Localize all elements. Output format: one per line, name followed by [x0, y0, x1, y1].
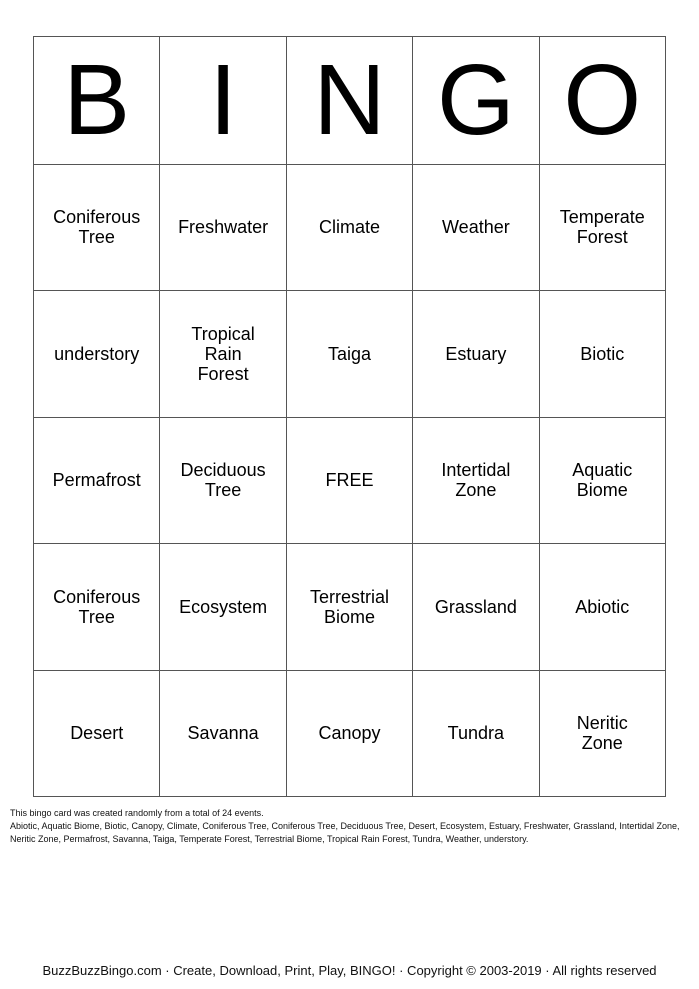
bingo-cell: Taiga	[286, 291, 412, 418]
bingo-cell: Grassland	[413, 544, 539, 671]
bingo-row	[34, 164, 666, 291]
header-row	[34, 37, 666, 165]
bingo-cell: Deciduous Tree	[160, 417, 286, 544]
bingo-cell: Ecosystem	[160, 544, 286, 671]
site-footer: BuzzBuzzBingo.com · Create, Download, Print, Play, BINGO! · Copyright © 2003-2019 · All rights reserved	[42, 963, 657, 978]
bingo-cell: Estuary	[413, 291, 539, 418]
free-space-cell: FREE	[286, 417, 412, 544]
bingo-cell: Aquatic Biome	[539, 417, 665, 544]
bingo-cell: Neritic Zone	[539, 670, 665, 797]
bingo-cell: Temperate Forest	[539, 164, 665, 291]
header-letter-o: O	[539, 37, 665, 165]
bingo-cell: Coniferous Tree	[34, 544, 160, 671]
header-letter-i: I	[160, 37, 286, 165]
bingo-cell: Coniferous Tree	[34, 164, 160, 291]
bingo-cell: Freshwater	[160, 164, 286, 291]
bingo-cell: Tundra	[413, 670, 539, 797]
bingo-cell: Permafrost	[34, 417, 160, 544]
bingo-row	[34, 291, 666, 418]
card-summary: This bingo card was created randomly from a total of 24 events.	[10, 808, 264, 818]
bingo-cell: Tropical Rain Forest	[160, 291, 286, 418]
bingo-cell: Intertidal Zone	[413, 417, 539, 544]
bingo-cell: Terrestrial Biome	[286, 544, 412, 671]
bingo-cell: Climate	[286, 164, 412, 291]
header-letter-b: B	[34, 37, 160, 165]
event-list: Abiotic, Aquatic Biome, Biotic, Canopy, Climate, Coniferous Tree, Coniferous Tree, Deciduous Tree, Desert, Ecosystem, Estuary, Freshwater, Grassland, Intertidal Zone, Neritic Zone, Permafrost, Savanna, Taiga, Temperate Forest, Terrestrial Biome, Tropical Rain Forest, Tundra, Weather, understory.	[10, 821, 680, 844]
bingo-cell: Abiotic	[539, 544, 665, 671]
bingo-cell: Desert	[34, 670, 160, 797]
header-letter-g: G	[413, 37, 539, 165]
bingo-card	[33, 36, 666, 797]
card-info	[10, 807, 694, 846]
bingo-cell: Weather	[413, 164, 539, 291]
bingo-row	[34, 544, 666, 671]
bingo-row	[34, 670, 666, 797]
bingo-cell: Canopy	[286, 670, 412, 797]
bingo-cell: understory	[34, 291, 160, 418]
bingo-row	[34, 417, 666, 544]
bingo-cell: Biotic	[539, 291, 665, 418]
bingo-cell: Savanna	[160, 670, 286, 797]
header-letter-n: N	[286, 37, 412, 165]
